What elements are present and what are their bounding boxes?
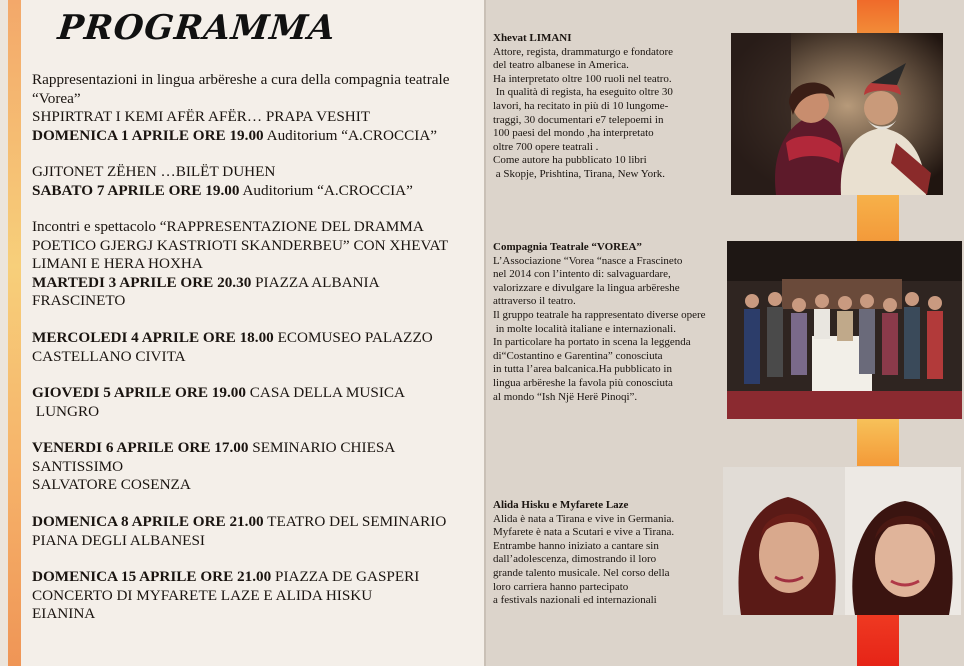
singers-photo: [723, 467, 961, 615]
bio-line: Come autore ha pubblicato 10 libri: [493, 154, 647, 167]
event-place: FRASCINETO: [32, 292, 126, 309]
event-line: [32, 384, 480, 403]
event-place: LUNGRO: [32, 402, 100, 420]
program-block: [32, 568, 480, 624]
bio-line: a festivals nazionali ed internazionali: [493, 594, 657, 607]
event-line: [32, 329, 480, 348]
event-line: [32, 127, 480, 146]
event-place: SEMINARIO CHIESA: [252, 439, 396, 456]
incontri-text: LIMANI E HERA HOXHA: [32, 255, 203, 272]
event-date: MERCOLEDI 4 APRILE ORE 18.00: [32, 329, 274, 346]
bio-heading: Xhevat LIMANI: [493, 32, 572, 44]
event-place: CASTELLANO CIVITA: [32, 347, 186, 365]
event-date: VENERDI 6 APRILE ORE 17.00: [32, 439, 249, 456]
bio-line: 100 paesi del mondo ,ha interpretato: [493, 127, 654, 140]
bio-line: al mondo “Ish Një Herë Pinoqi”.: [493, 390, 638, 403]
play-title: SHPIRTRAT I KEMI AFËR AFËR… PRAPA VESHIT: [32, 108, 371, 125]
program-block: [32, 218, 480, 311]
event-place: SANTISSIMO: [32, 457, 124, 475]
bio-heading: Alida Hisku e Myfarete Laze: [493, 499, 629, 511]
bio-line: in tutta l’area balcanica.Ha pubblicato in: [493, 363, 672, 376]
event-date: SABATO 7 APRILE ORE 19.00: [32, 181, 240, 199]
bio-line: In particolare ha portato in scena la leggenda: [493, 336, 691, 349]
event-date: DOMENICA 1 APRILE ORE 19.00: [32, 126, 264, 144]
program-block: [32, 163, 480, 200]
program-block: [32, 384, 480, 421]
limani-stage-photo: [731, 33, 943, 195]
page-title: PROGRAMMA: [55, 8, 338, 48]
bio-line: lingua arbëreshe la favola più conosciuta: [493, 376, 673, 389]
accent-stripe: [857, 418, 899, 466]
event-line: [32, 439, 480, 458]
bio-line: grande talento musicale. Nel corso della: [493, 566, 670, 579]
event-line: [32, 568, 480, 587]
event-place: EIANINA: [32, 605, 96, 622]
incontri-text: POETICO GJERGJ KASTRIOTI SKANDERBEU” CON XHEVAT: [32, 236, 449, 254]
singers-bio: [493, 499, 674, 608]
accent-stripe: [857, 0, 899, 34]
vorea-bio: [493, 241, 706, 404]
bio-line: in molte località italiane e internazionali.: [493, 322, 676, 335]
event-date: MARTEDI 3 APRILE ORE 20.30: [32, 273, 252, 291]
bio-line: Il gruppo teatrale ha rappresentato diverse opere: [493, 308, 706, 321]
program-intro-block: [32, 71, 480, 145]
event-place: CONCERTO DI MYFARETE LAZE E ALIDA HISKU: [32, 586, 373, 604]
event-place: PIAZZA ALBANIA: [255, 273, 380, 291]
bio-heading: Compagnia Teatrale “VOREA”: [493, 241, 642, 253]
bio-line: lavori, ha recitato in più di 10 lungome-: [493, 99, 669, 112]
bio-line: In qualità di regista, ha eseguito oltre 30: [493, 86, 673, 99]
program-block: [32, 329, 480, 366]
event-line: [32, 274, 480, 293]
event-date: DOMENICA 8 APRILE ORE 21.00: [32, 513, 264, 530]
vorea-group-photo: [727, 241, 962, 419]
accent-stripe: [857, 193, 899, 241]
left-decorative-stripe: [8, 0, 21, 666]
program-block: [32, 439, 480, 495]
bio-line: loro carriera hanno partecipato: [493, 580, 629, 593]
bio-line: dall’adolescenza, dimostrando il loro: [493, 553, 657, 566]
event-place: Auditorium “A.CROCCIA”: [242, 181, 413, 199]
bio-line: traggi, 30 documentari e7 telepoemi in: [493, 113, 664, 126]
event-line: [32, 182, 480, 201]
event-place: CASA DELLA MUSICA: [249, 384, 406, 401]
event-place: SALVATORE COSENZA: [32, 476, 191, 493]
bio-line: Entrambe hanno iniziato a cantare sin: [493, 539, 659, 552]
program-block: [32, 513, 480, 550]
play-title: GJITONET ZËHEN …BILËT DUHEN: [32, 163, 276, 180]
bio-line: oltre 700 opere teatrali .: [493, 140, 599, 153]
event-place: PIAZZA DE GASPERI: [275, 568, 420, 585]
limani-bio: [493, 32, 673, 182]
event-date: DOMENICA 15 APRILE ORE 21.00: [32, 568, 272, 585]
bio-line: Myfarete è nata a Scutari e vive a Tirana.: [493, 526, 675, 539]
event-line: [32, 513, 480, 532]
bio-line: Attore, regista, drammaturgo e fondatore: [493, 45, 674, 58]
program-intro: Rappresentazioni in lingua arbëreshe a cura della compagnia teatrale “Vorea”: [32, 71, 450, 107]
bio-line: L’Associazione “Vorea “nasce a Frascineto: [493, 254, 683, 267]
event-place: TEATRO DEL SEMINARIO: [267, 513, 447, 530]
bio-line: di“Costantino e Garentina” conosciuta: [493, 349, 663, 362]
accent-stripe: [857, 613, 899, 666]
bio-line: a Skopje, Prishtina, Tirana, New York.: [493, 167, 666, 180]
bio-line: attraverso il teatro.: [493, 295, 576, 308]
bio-line: Ha interpretato oltre 100 ruoli nel teatro.: [493, 72, 672, 85]
bio-line: Alida è nata a Tirana e vive in Germania.: [493, 512, 675, 525]
event-place: PIANA DEGLI ALBANESI: [32, 531, 205, 549]
event-place: ECOMUSEO PALAZZO: [277, 329, 433, 346]
incontri-text: Incontri e spettacolo “RAPPRESENTAZIONE DEL DRAMMA: [32, 218, 424, 235]
bio-line: del teatro albanese in America.: [493, 59, 629, 72]
bio-line: nel 2014 con l’intento di: salvaguardare,: [493, 268, 671, 281]
event-place: Auditorium “A.CROCCIA”: [266, 126, 438, 144]
event-date: GIOVEDI 5 APRILE ORE 19.00: [32, 384, 246, 401]
bio-line: valorizzare e divulgare la lingua arbëreshe: [493, 281, 680, 294]
